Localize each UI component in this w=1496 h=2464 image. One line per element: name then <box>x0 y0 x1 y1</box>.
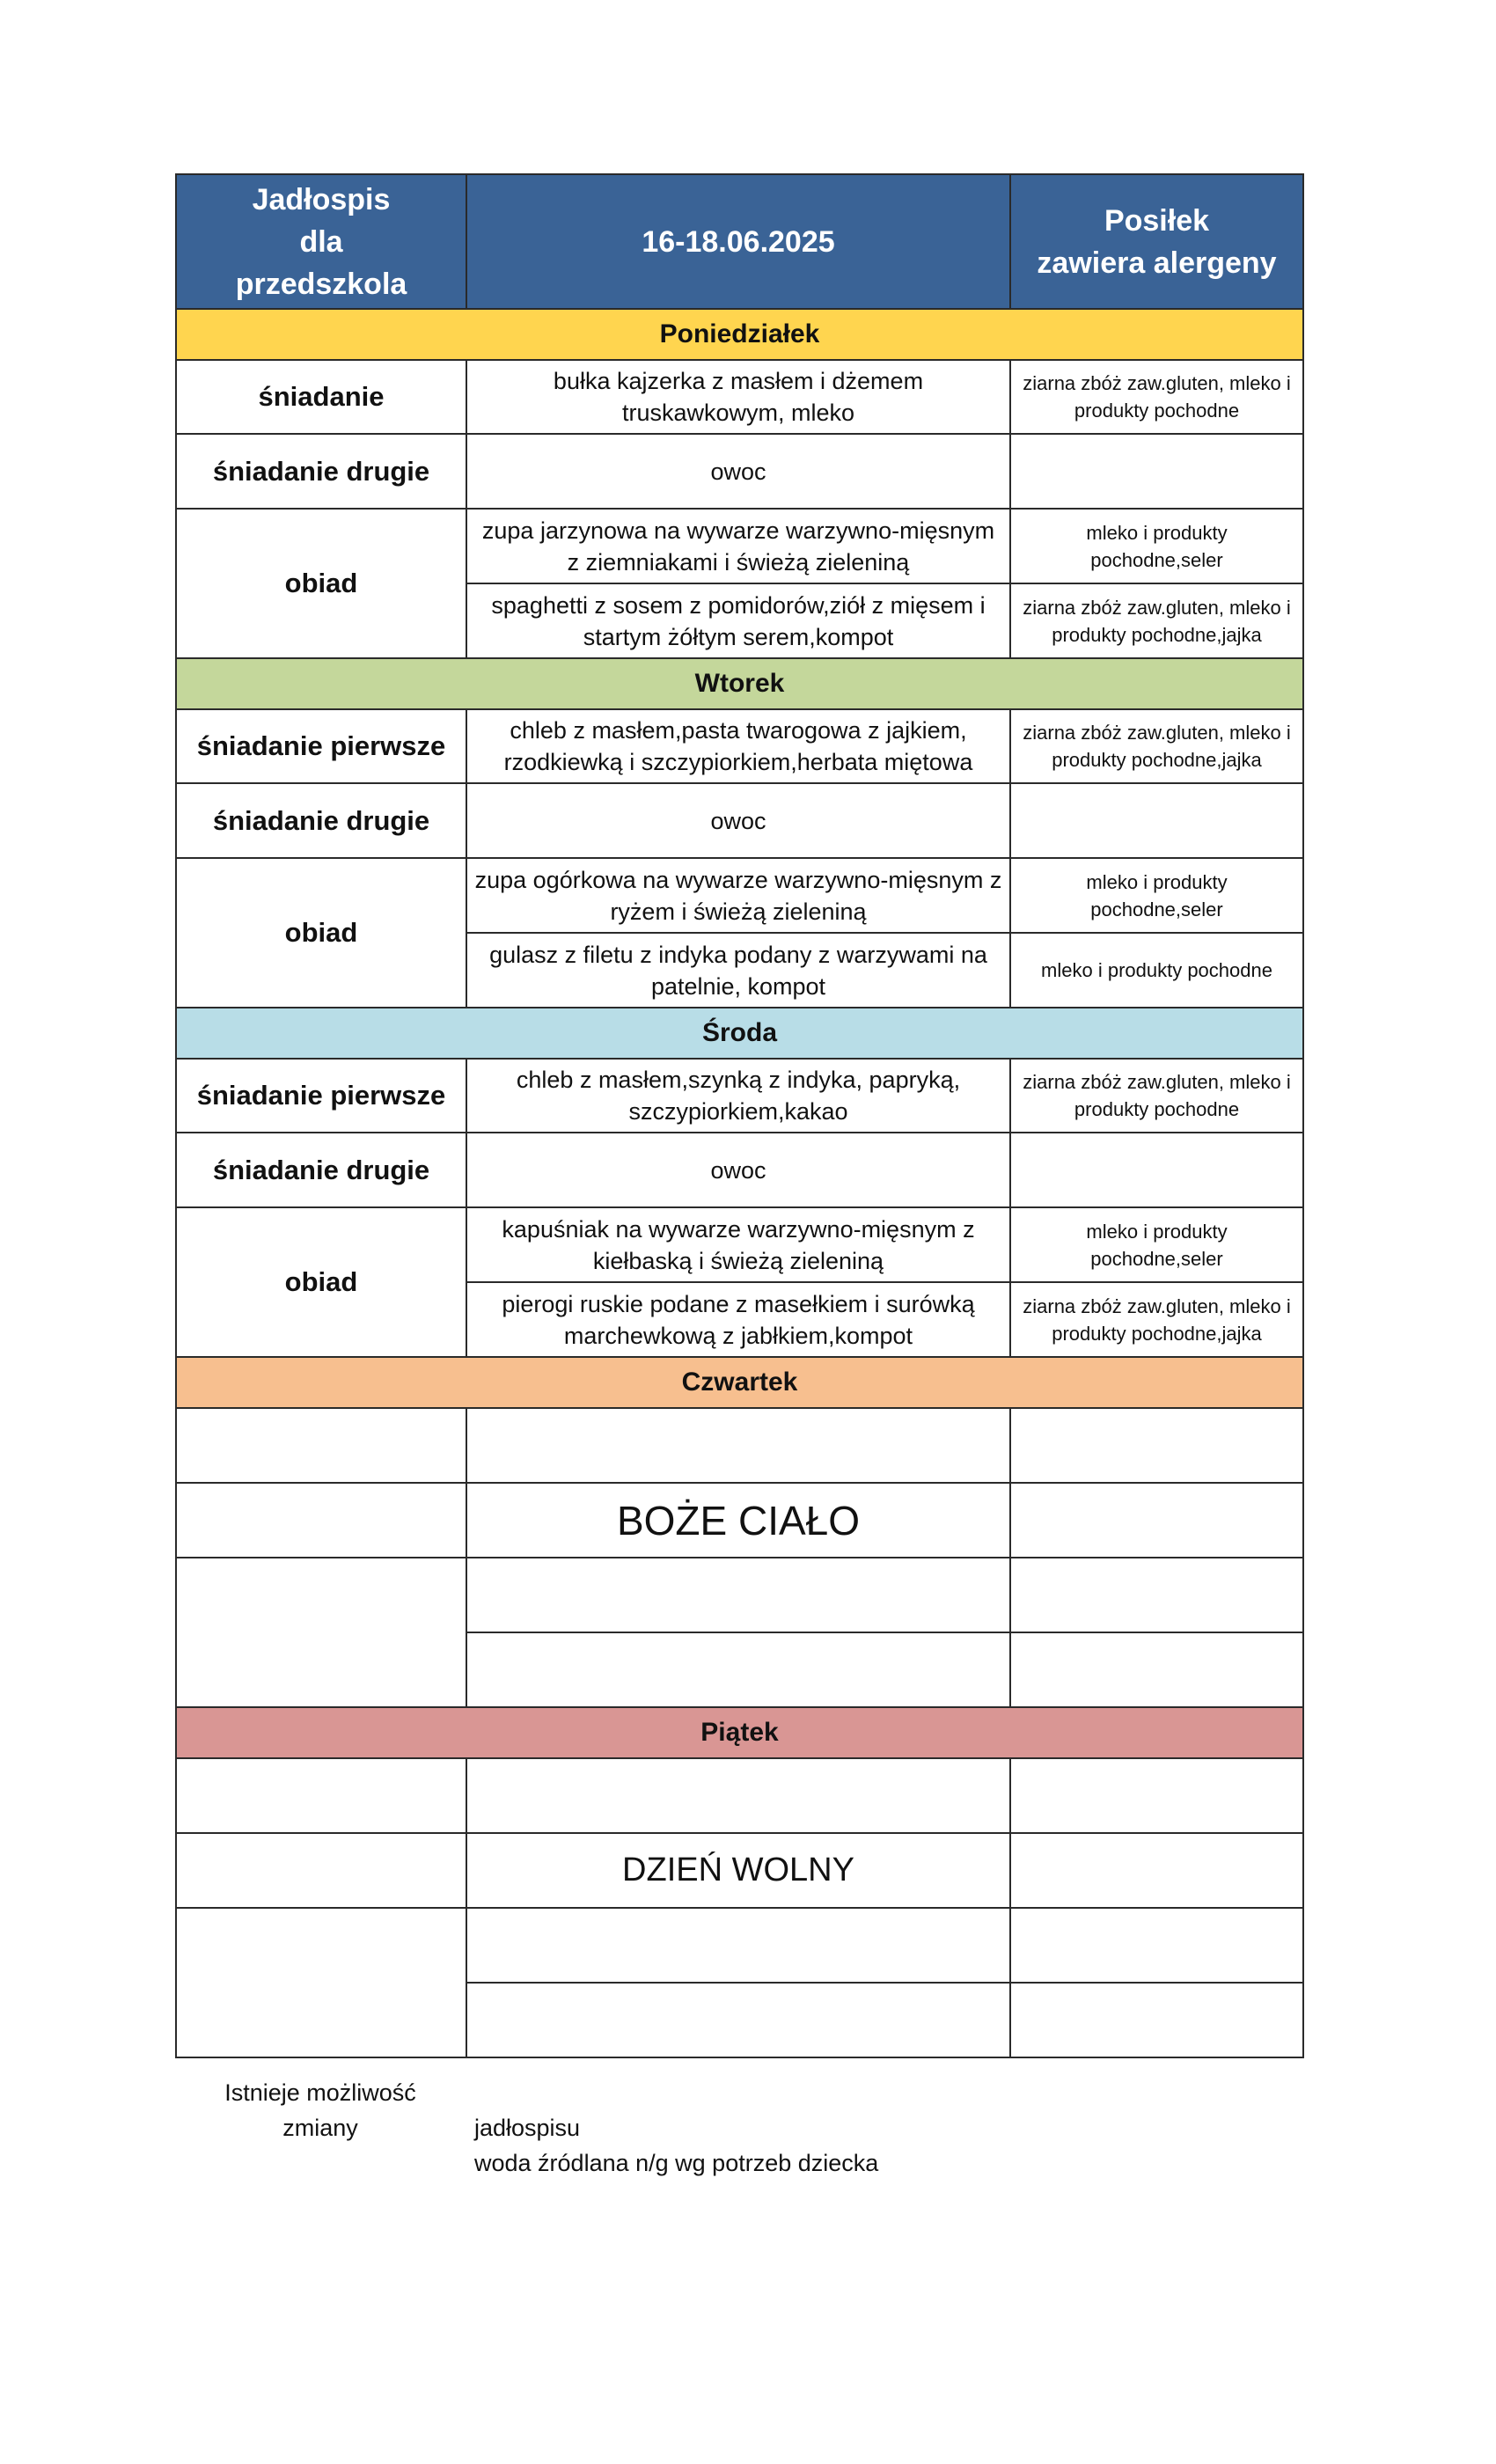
allergens-cell: ziarna zbóż zaw.gluten, mleko i produkty pochodne,jajka <box>1010 583 1303 658</box>
dish-cell: spaghetti z sosem z pomidorów,ziół z mięsem i startym żółtym serem,kompot <box>466 583 1010 658</box>
header-date: 16-18.06.2025 <box>466 174 1010 309</box>
meal-label: obiad <box>176 1207 466 1357</box>
footer-note-right: jadłospisu woda źródlana n/g wg potrzeb dziecka <box>474 2115 879 2176</box>
holiday-row <box>176 1483 1303 1558</box>
allergens-cell: ziarna zbóż zaw.gluten, mleko i produkty pochodne,jajka <box>1010 1282 1303 1357</box>
day-row-tuesday <box>176 658 1303 709</box>
meal-row <box>176 1133 1303 1207</box>
meal-label: śniadanie drugie <box>176 434 466 509</box>
allergens-cell: ziarna zbóż zaw.gluten, mleko i produkty pochodne <box>1010 360 1303 434</box>
menu-sheet <box>175 173 1302 2058</box>
day-row-thursday <box>176 1357 1303 1408</box>
dish-cell: owoc <box>466 1133 1010 1207</box>
empty-row <box>176 1908 1303 1983</box>
header-title: Jadłospis dla przedszkola <box>176 174 466 309</box>
meal-label: śniadanie <box>176 360 466 434</box>
day-label: Czwartek <box>176 1357 1303 1408</box>
dish-cell: owoc <box>466 434 1010 509</box>
dish-cell: chleb z masłem,szynką z indyka, papryką, szczypiorkiem,kakao <box>466 1059 1010 1133</box>
meal-row <box>176 1059 1303 1133</box>
header-row <box>176 174 1303 309</box>
dish-cell: zupa jarzynowa na wywarze warzywno-mięsnym z ziemniakami i świeżą zieleniną <box>466 509 1010 583</box>
day-label: Środa <box>176 1008 1303 1059</box>
allergens-cell: mleko i produkty pochodne,seler <box>1010 1207 1303 1282</box>
day-label: Poniedziałek <box>176 309 1303 360</box>
meal-label: śniadanie pierwsze <box>176 709 466 783</box>
meal-row <box>176 783 1303 858</box>
meal-label: obiad <box>176 858 466 1008</box>
meal-row <box>176 509 1303 583</box>
menu-table <box>175 173 1304 2058</box>
empty-row <box>176 1558 1303 1632</box>
day-label: Wtorek <box>176 658 1303 709</box>
header-allergens: Posiłek zawiera alergeny <box>1010 174 1303 309</box>
allergens-cell: mleko i produkty pochodne,seler <box>1010 509 1303 583</box>
dish-cell: gulasz z filetu z indyka podany z warzywami na patelnie, kompot <box>466 933 1010 1008</box>
dish-cell: zupa ogórkowa na wywarze warzywno-mięsnym z ryżem i świeżą zieleniną <box>466 858 1010 933</box>
holiday-note: BOŻE CIAŁO <box>466 1483 1010 1558</box>
footer-note-left: Istnieje możliwość zmiany <box>224 2079 416 2141</box>
meal-label: śniadanie drugie <box>176 1133 466 1207</box>
allergens-cell: ziarna zbóż zaw.gluten, mleko i produkty pochodne,jajka <box>1010 709 1303 783</box>
meal-label: śniadanie pierwsze <box>176 1059 466 1133</box>
allergens-cell: mleko i produkty pochodne,seler <box>1010 858 1303 933</box>
empty-row <box>176 1758 1303 1833</box>
dish-cell: owoc <box>466 783 1010 858</box>
day-row-wednesday <box>176 1008 1303 1059</box>
empty-row <box>176 1408 1303 1483</box>
day-off-note: DZIEŃ WOLNY <box>466 1833 1010 1908</box>
day-row-monday <box>176 309 1303 360</box>
meal-label: obiad <box>176 509 466 658</box>
meal-row <box>176 1207 1303 1282</box>
dish-cell: kapuśniak na wywarze warzywno-mięsnym z kiełbaską i świeżą zieleniną <box>466 1207 1010 1282</box>
day-row-friday <box>176 1707 1303 1758</box>
meal-row <box>176 858 1303 933</box>
allergens-cell <box>1010 1133 1303 1207</box>
dish-cell: bułka kajzerka z masłem i dżemem truskawkowym, mleko <box>466 360 1010 434</box>
meal-row <box>176 434 1303 509</box>
holiday-row <box>176 1833 1303 1908</box>
allergens-cell <box>1010 434 1303 509</box>
day-label: Piątek <box>176 1707 1303 1758</box>
allergens-cell: ziarna zbóż zaw.gluten, mleko i produkty pochodne <box>1010 1059 1303 1133</box>
dish-cell: pierogi ruskie podane z masełkiem i surówką marchewkową z jabłkiem,kompot <box>466 1282 1010 1357</box>
meal-row <box>176 709 1303 783</box>
allergens-cell <box>1010 783 1303 858</box>
allergens-cell: mleko i produkty pochodne <box>1010 933 1303 1008</box>
meal-row <box>176 360 1303 434</box>
meal-label: śniadanie drugie <box>176 783 466 858</box>
dish-cell: chleb z masłem,pasta twarogowa z jajkiem, rzodkiewką i szczypiorkiem,herbata miętowa <box>466 709 1010 783</box>
